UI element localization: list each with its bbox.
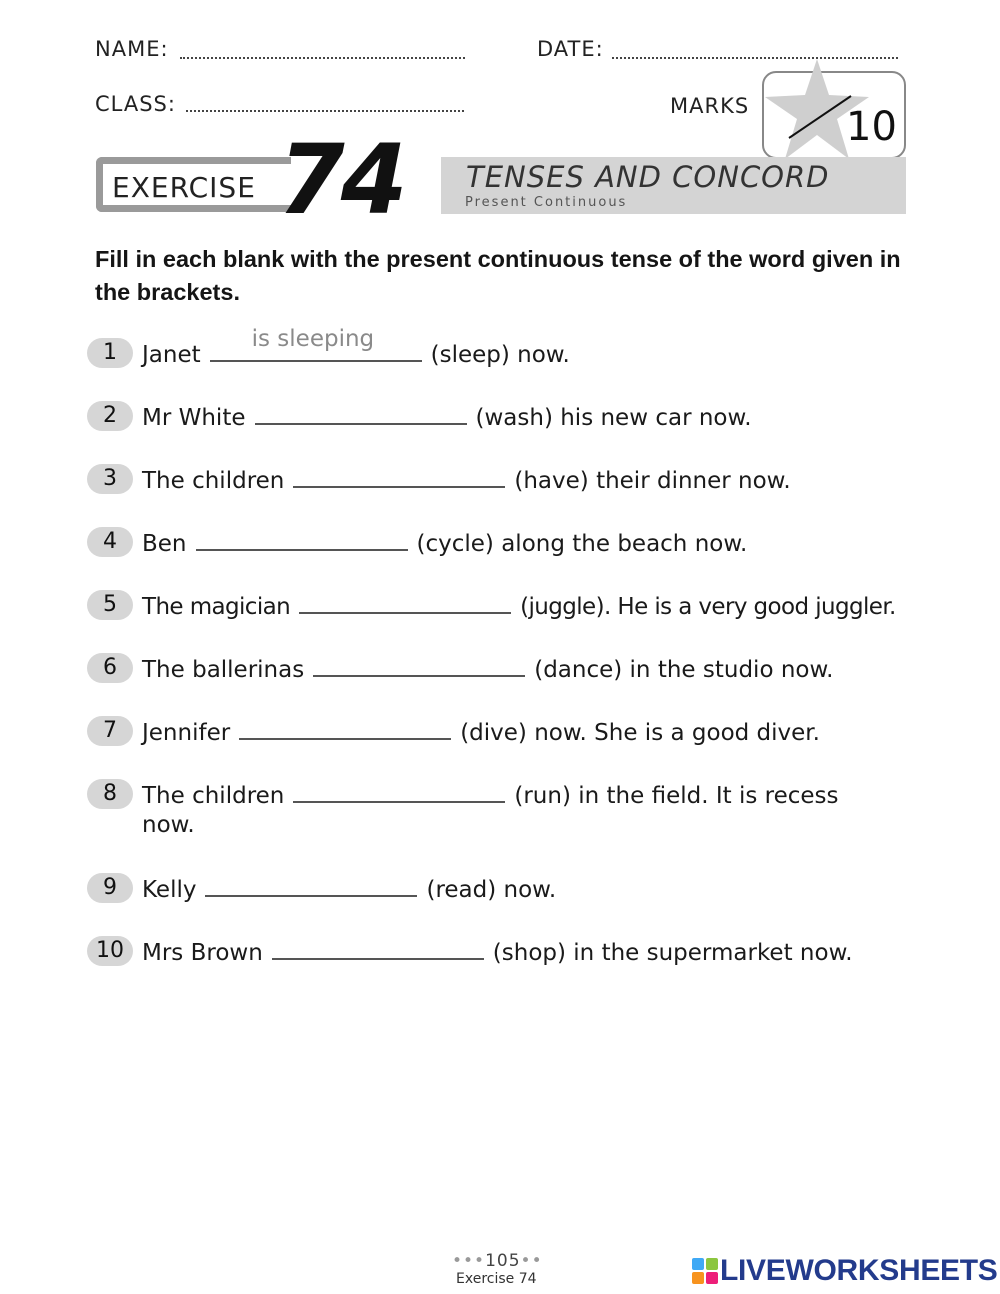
question-after: (dive) now. She is a good diver. (460, 720, 820, 746)
question-after: (dance) in the studio now. (534, 657, 834, 683)
logo-text: LIVEWORKSHEETS (720, 1254, 998, 1287)
dots-right: •• (520, 1251, 543, 1271)
question-text (142, 934, 853, 970)
question-before: Mr White (142, 405, 246, 431)
question-before: The children (142, 783, 285, 809)
question-after: (have) their dinner now. (514, 468, 791, 494)
page-number-value: 105 (485, 1251, 521, 1271)
question-number: 7 (87, 716, 133, 746)
question-before: The children (142, 468, 285, 494)
question-number: 1 (87, 338, 133, 368)
question-row (87, 462, 917, 502)
liveworksheets-logo[interactable] (692, 1254, 998, 1288)
answer-blank[interactable] (210, 326, 422, 362)
question-text (142, 326, 570, 372)
marks-slash (785, 92, 855, 142)
question-after: (run) in the field. It is recess (514, 783, 839, 809)
exercise-label: EXERCISE (112, 171, 256, 204)
question-row (87, 714, 917, 754)
date-label: DATE: (537, 37, 604, 61)
question-before: The magician (142, 594, 291, 620)
question-text (142, 399, 752, 435)
page-number (452, 1251, 543, 1271)
marks-total: 10 (846, 104, 897, 150)
question-text (142, 462, 791, 498)
question-row (87, 871, 917, 911)
question-after: (wash) his new car now. (475, 405, 752, 431)
question-row (87, 934, 917, 974)
question-text (142, 714, 820, 750)
question-row (87, 399, 917, 439)
class-label: CLASS: (95, 92, 176, 116)
question-before: The ballerinas (142, 657, 305, 683)
exercise-number: 74 (278, 124, 404, 236)
question-after: (read) now. (426, 877, 557, 903)
question-before: Mrs Brown (142, 940, 263, 966)
answer-blank[interactable] (313, 651, 525, 677)
topic-title: TENSES AND CONCORD (466, 160, 830, 194)
question-after: (cycle) along the beach now. (416, 531, 748, 557)
answer-blank[interactable] (293, 462, 505, 488)
instructions: Fill in each blank with the present continuous tense of the word given in the brackets. (95, 246, 901, 305)
question-number: 2 (87, 401, 133, 431)
dots-left: ••• (452, 1251, 486, 1271)
answer-blank[interactable] (299, 588, 511, 614)
answer-blank[interactable] (239, 714, 451, 740)
answer-blank[interactable] (272, 934, 484, 960)
question-after: (sleep) now. (430, 342, 570, 368)
question-number: 10 (87, 936, 133, 966)
question-text (142, 588, 896, 624)
question-row (87, 588, 917, 628)
logo-icon (692, 1258, 718, 1284)
question-before: Kelly (142, 877, 197, 903)
answer-text: is sleeping (251, 326, 375, 352)
question-row (87, 525, 917, 565)
question-text (142, 651, 834, 687)
answer-blank[interactable] (255, 399, 467, 425)
question-row (87, 326, 917, 376)
class-field[interactable] (186, 110, 464, 112)
name-label: NAME: (95, 37, 169, 61)
question-before: Jennifer (142, 720, 231, 746)
question-row (87, 651, 917, 691)
marks-label: MARKS (670, 94, 750, 118)
question-number: 6 (87, 653, 133, 683)
name-field[interactable] (180, 57, 465, 59)
question-number: 5 (87, 590, 133, 620)
exercise-ref: Exercise 74 (456, 1271, 537, 1287)
answer-blank[interactable] (196, 525, 408, 551)
answer-blank[interactable] (293, 777, 505, 803)
question-before: Ben (142, 531, 187, 557)
question-number: 4 (87, 527, 133, 557)
question-after: (juggle). He is a very good juggler. (520, 594, 896, 620)
topic-subtitle: Present Continuous (465, 195, 628, 210)
question-number: 8 (87, 779, 133, 809)
question-text (142, 871, 556, 907)
question-after: (shop) in the supermarket now. (492, 940, 853, 966)
question-row (87, 777, 917, 847)
question-continuation: now. (142, 812, 195, 838)
question-number: 3 (87, 464, 133, 494)
question-text (142, 777, 839, 813)
answer-blank[interactable] (205, 871, 417, 897)
question-before: Janet (142, 342, 201, 368)
question-number: 9 (87, 873, 133, 903)
question-text (142, 525, 747, 561)
